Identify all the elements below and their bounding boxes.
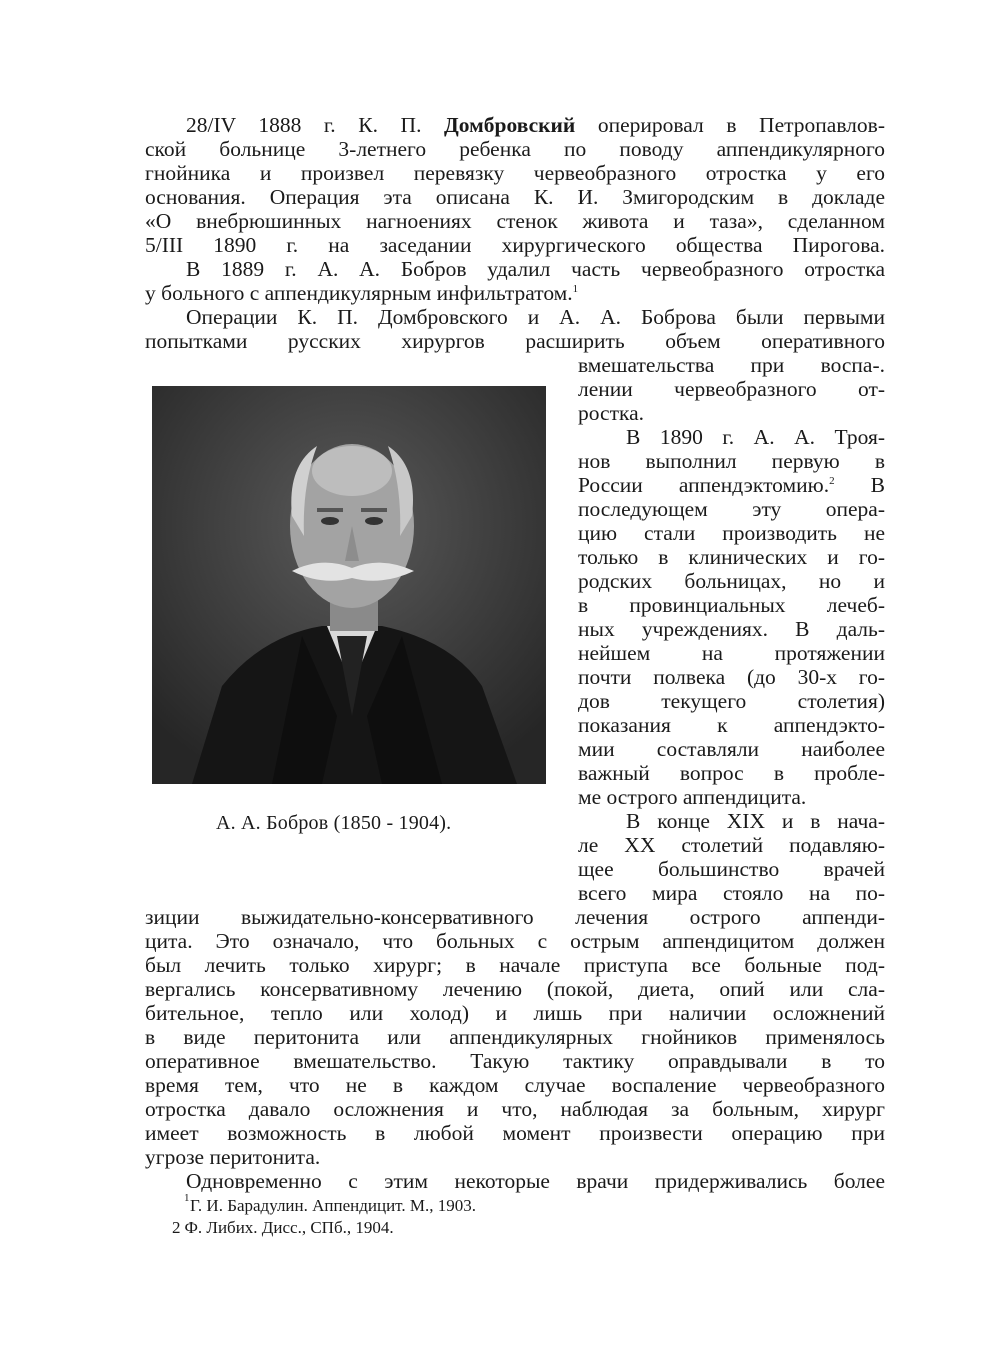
text-line: отростка давало осложнения и что, наблюдая за больным, хирург xyxy=(145,1097,885,1121)
footnote-1: Г. И. Барадулин. Аппендицит. М., 1903. xyxy=(190,1196,476,1215)
text-line: почти полвека (до 30-х го- xyxy=(578,665,885,689)
text-line: нов выполнил первую в xyxy=(578,449,885,473)
bold-name: Домбровский xyxy=(444,113,576,137)
text-line xyxy=(578,473,885,497)
text-line: основания. Операция эта описана К. И. Змигородским в докладе xyxy=(145,185,885,209)
text-line: цита. Это означало, что больных с острым аппендицитом должен xyxy=(145,929,885,953)
figure-caption: А. А. Бобров (1850 - 1904). xyxy=(216,812,452,834)
text-span: 28/IV 1888 г. К. П. xyxy=(186,113,445,137)
text-line: В 1890 г. А. А. Троя- xyxy=(626,425,885,449)
text-line: «О внебрюшинных нагноениях стенок живота и таза», сделанном xyxy=(145,209,885,233)
portrait-photo xyxy=(152,386,546,784)
text-line: в виде перитонита или аппендикулярных гнойников применялось xyxy=(145,1025,885,1049)
text-line: дов текущего столетия) xyxy=(578,689,885,713)
footnote-mark: 1 xyxy=(184,1192,190,1204)
text-line: всего мира стояло на по- xyxy=(578,881,885,905)
footnote-ref[interactable]: 2 xyxy=(829,474,835,487)
text-line: В конце XIX и в нача- xyxy=(626,809,885,833)
portrait-illustration xyxy=(152,386,546,784)
text-line: время тем, что не в каждом случае воспаление червеобразного xyxy=(145,1073,885,1097)
text-line xyxy=(145,281,885,305)
text-line: Операции К. П. Домбровского и А. А. Боброва были первыми xyxy=(186,305,885,329)
text-line: Одновременно с этим некоторые врачи придерживались более xyxy=(186,1169,885,1193)
text-line: попытками русских хирургов расширить объем оперативного xyxy=(145,329,885,353)
text-span: России аппендэктомию. xyxy=(578,473,830,497)
text-line: оперативное вмешательство. Такую тактику оправдывали в то xyxy=(145,1049,885,1073)
text-line: в провинциальных лечеб- xyxy=(578,593,885,617)
text-line: ростка. xyxy=(578,401,645,425)
text-span: В xyxy=(834,473,885,497)
footnote-2 xyxy=(172,1218,394,1238)
text-line: В 1889 г. А. А. Бобров удалил часть червеобразного отростка xyxy=(186,257,885,281)
text-line: последующем эту опера- xyxy=(578,497,885,521)
footnote-ref[interactable]: 1 xyxy=(572,282,579,295)
text-line: важный вопрос в пробле- xyxy=(578,761,885,785)
text-line: ской больнице 3-летнего ребенка по поводу аппендикулярного xyxy=(145,137,885,161)
text-span: оперировал в Петропавлов- xyxy=(575,113,885,137)
text-span: у больного с аппендикулярным инфильтратом. xyxy=(145,281,573,305)
text-line: ле XX столетий подавляю- xyxy=(578,833,885,857)
text-line: был лечить только хирург; в начале приступа все больные под- xyxy=(145,953,885,977)
text-line: ных учреждениях. В даль- xyxy=(578,617,885,641)
text-line: имеет возможность в любой момент произвести операцию при xyxy=(145,1121,885,1145)
text-line: угрозе перитонита. xyxy=(145,1145,321,1169)
text-line: мии составляли наиболее xyxy=(578,737,885,761)
footnote-mark: 2 xyxy=(172,1218,181,1237)
text-line: цию стали производить не xyxy=(578,521,885,545)
text-line xyxy=(186,113,885,137)
text-line: вмешательства при воспа-. xyxy=(578,353,885,377)
text-line: щее большинство врачей xyxy=(578,857,885,881)
text-span: Ф. Либих. Дисс., СПб., 1904. xyxy=(184,1218,394,1237)
text-line: ме острого аппендицита. xyxy=(578,785,807,809)
text-line: вергались консервативному лечению (покой, диета, опий или сла- xyxy=(145,977,885,1001)
text-line: только в клинических и го- xyxy=(578,545,885,569)
text-line: гнойника и произвел перевязку червеобразного отростка у его xyxy=(145,161,885,185)
text-line: показания к аппендэкто- xyxy=(578,713,885,737)
text-line: родских больницах, но и xyxy=(578,569,885,593)
text-line: лении червеобразного от- xyxy=(578,377,885,401)
text-line: 5/III 1890 г. на заседании хирургического общества Пирогова. xyxy=(145,233,885,257)
text-line: зиции выжидательно-консервативного лечения острого аппенди- xyxy=(145,905,885,929)
text-line: нейшем на протяжении xyxy=(578,641,885,665)
text-line: бительное, тепло или холод) и лишь при наличии осложнений xyxy=(145,1001,885,1025)
